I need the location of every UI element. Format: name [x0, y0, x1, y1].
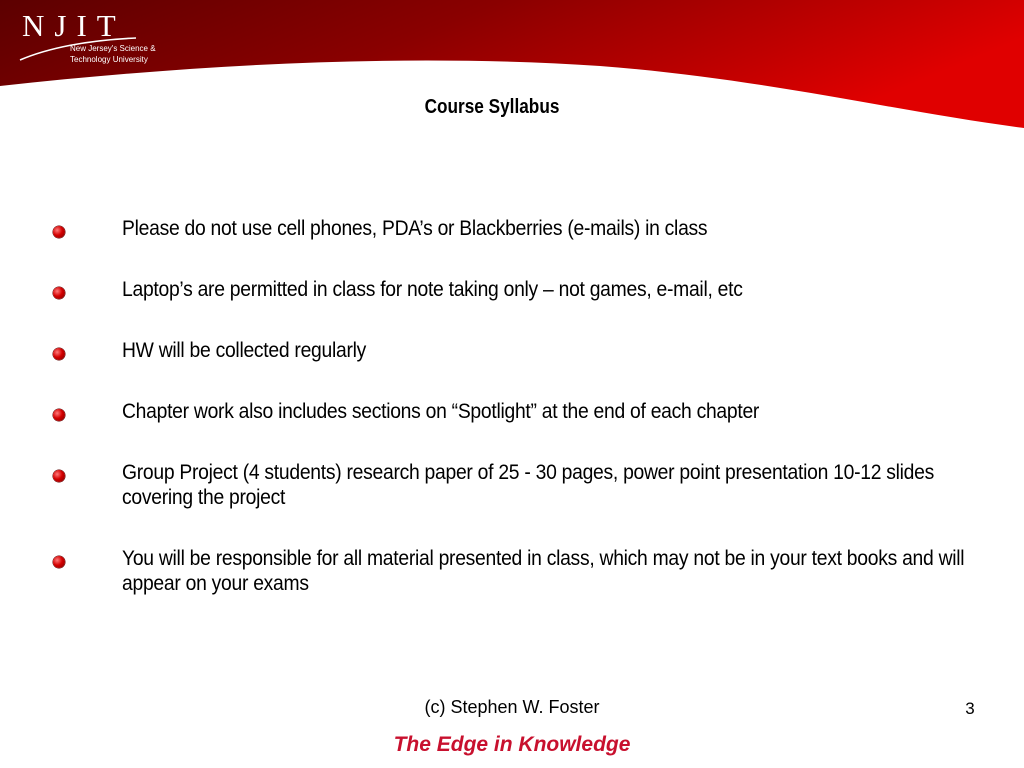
bullet-item: [0, 399, 1024, 424]
bullet-item: [0, 216, 1024, 241]
bullet-text: Group Project (4 students) research paper of 25 - 30 pages, power point presentation 10-12 slides covering the project: [122, 461, 935, 509]
bullet-dot-icon: [53, 470, 65, 482]
bullet-text: You will be responsible for all material presented in class, which may not be in your text books and will appear on your exams: [122, 547, 965, 595]
bullet-item: [0, 338, 1024, 363]
bullet-text: HW will be collected regularly: [122, 339, 367, 362]
bullet-item: [0, 546, 1024, 596]
footer-credit: (c) Stephen W. Foster: [424, 697, 600, 717]
page-number: 3: [965, 699, 975, 718]
bullet-dot-icon: [53, 556, 65, 568]
bullet-text: Please do not use cell phones, PDA’s or Blackberries (e-mails) in class: [122, 217, 708, 240]
bullet-list: [0, 216, 1024, 632]
slide-title: Course Syllabus: [424, 96, 560, 118]
bullet-item: [0, 460, 1024, 510]
bullet-dot-icon: [53, 287, 65, 299]
bullet-item: [0, 277, 1024, 302]
bullet-dot-icon: [53, 409, 65, 421]
bullet-dot-icon: [53, 348, 65, 360]
bullet-text: Chapter work also includes sections on “Spotlight” at the end of each chapter: [122, 400, 760, 423]
bullet-dot-icon: [53, 226, 65, 238]
bullet-text: Laptop’s are permitted in class for note taking only – not games, e-mail, etc: [122, 278, 743, 301]
logo-letters: NJIT: [22, 8, 126, 43]
logo-tagline: New Jersey's Science & Technology University: [70, 44, 156, 64]
footer-tagline: The Edge in Knowledge: [393, 733, 631, 756]
njit-logo: [18, 8, 178, 68]
